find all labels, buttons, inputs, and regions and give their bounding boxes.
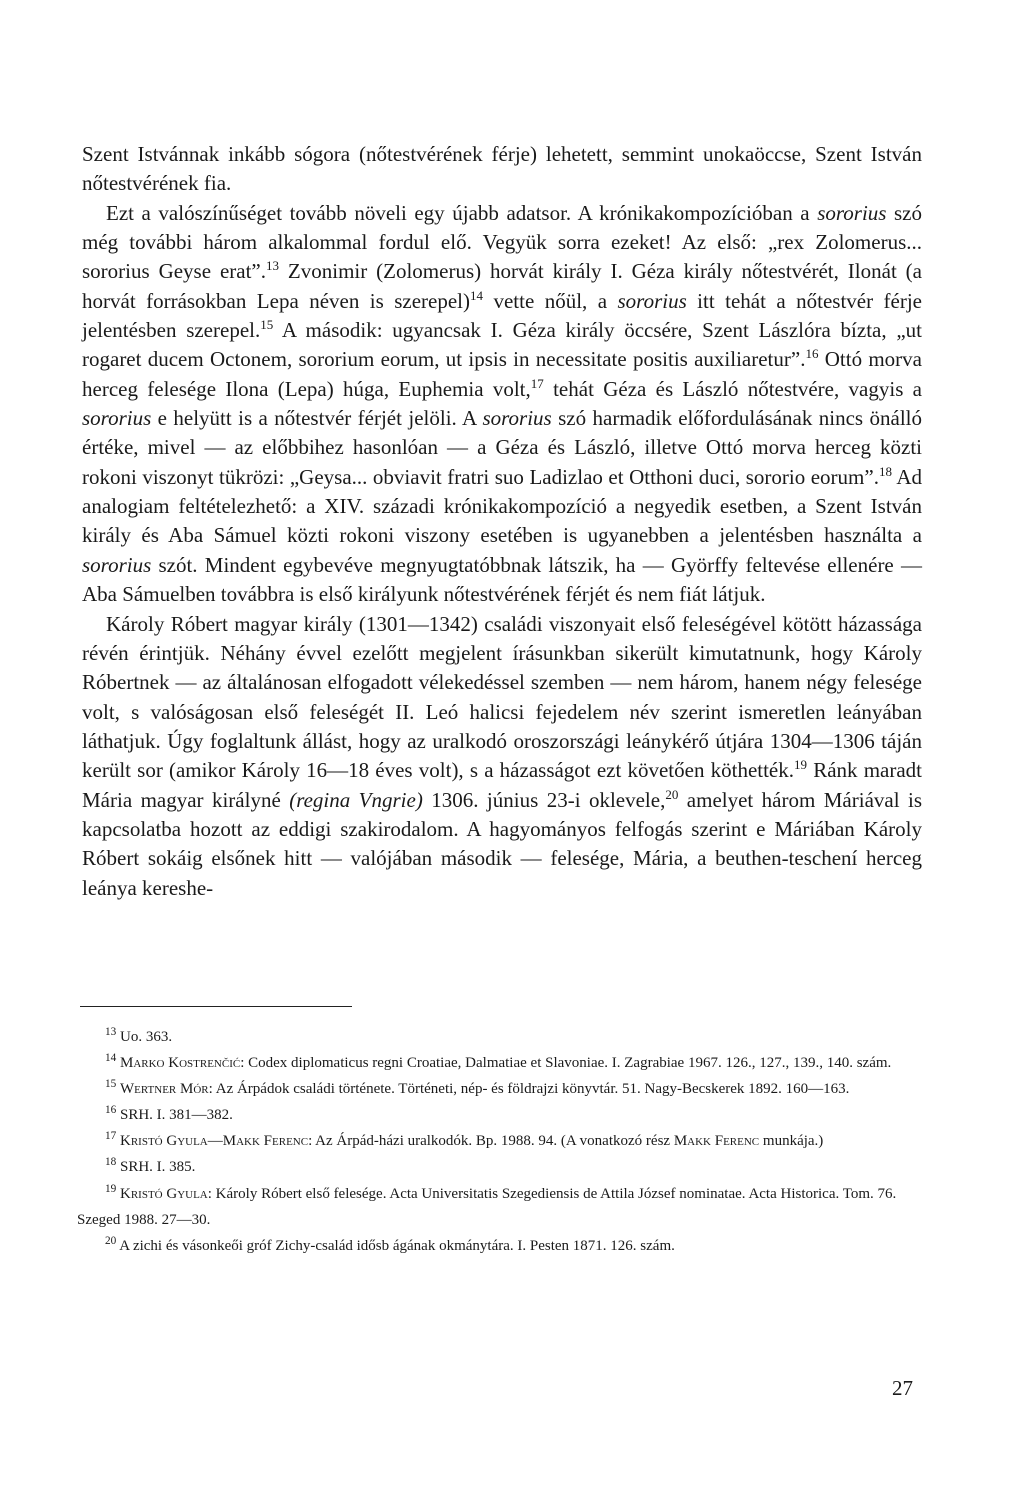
main-text bbox=[82, 140, 922, 903]
paragraph-3: Károly Róbert magyar király (1301—1342) családi viszonyait első feleségével kötött házassága révén érintjük. Néhány évvel ezelőtt megjelent írásunkban sikerült kimutatnunk, hogy Károly Róbertnek — az általánosan elfogadott vélekedéssel szemben — nem három, hanem négy felesége volt, s valóságosan első feleségét II. Leó halicsi fejedelem név szerint ismeretlen leányában láthatjuk. Úgy foglaltunk állást, hogy az uralkodó oroszországi leánykérő útjára 1304—1306 táján került sor (amikor Károly 16—18 éves volt), s a házasságot ezt követően köthették.$^{19}$ Ránk maradt Mária magyar királyné (regina Vngrie) 1306. június 23-i oklevele,$^{20}$ amelyet három Máriával is kapcsolatba hozott az eddigi szakirodalom. A hagyományos felfogás szerint e Máriában Károly Róbert sokáig elsőnek hitt — valójában második — felesége, Mária, a beuthen-teschení herceg leánya kereshe- bbox=[82, 611, 923, 900]
footnote-ref: 14 bbox=[470, 287, 484, 303]
footnote-15: $^{15}$ Wertner Mór: Az Árpádok családi története. Történeti, nép- és földrajzi könyvtár. 51. Nagy-Becskerek 1892. 160—163. bbox=[105, 1078, 850, 1098]
latin-term: sororius bbox=[82, 552, 152, 577]
footnote-18: $^{18}$ SRH. I. 385. bbox=[105, 1156, 196, 1176]
footnote-ref: 18 bbox=[878, 463, 892, 479]
footnote-author: Makk Ferenc bbox=[673, 1133, 760, 1150]
latin-term: sororius bbox=[482, 406, 552, 431]
footnote-14: $^{14}$ Marko Kostrenčić: Codex diplomaticus regni Croatiae, Dalmatiae et Slavoniae. I. Zagrabiae 1967. 126., 127., 139., 140. szám. bbox=[105, 1052, 892, 1072]
paragraph-2: Ezt a valószínűséget tovább növeli egy újabb adatsor. A krónikakompozícióban a sororius szó még további három alkalommal fordul elő. Vegyük sorra ezeket! Az első: „rex Zolomerus... sororius Geyse erat”.$^{13}$ Zvonimir (Zolomerus) horvát király I. Géza király nőtestvérét, Ilonát (a horvát forrásokban Lepa néven is szerepel)$^{14}$ vette nőül, a sororius itt tehát a nőtestvér férje jelentésben szerepel.$^{15}$ A második: ugyancsak I. Géza király öccsére, Szent Lászlóra bízta, „ut rogaret ducem Octonem, sororium eorum, ut ipsis in necessitate positis auxiliaretur”.$^{16}$ Ottó morva herceg felesége Ilona (Lepa) húga, Euphemia volt,$^{17}$ tehát Géza és László nőtestvére, vagyis a sororius e helyütt is a nőtestvér férjét jelöli. A sororius szó harmadik előfordulásának nincs önálló értéke, mivel — az előbbihez hasonlóan — a Géza és László, illetve Ottó morva herceg közti rokoni viszonyt tükrözi: „Geysa... obviavit fratri suo Ladizlao et Otthoni duci, sororio eorum”.$^{18}$ Ad analogiam feltételezhető: a XIV. századi krónikakompozíció a negyedik esetben, a Szent István király és Aba Sámuel közti rokoni viszony esetében is ugyanebben a jelentésben használta a sororius szót. Mindent egybevéve megnyugtatóbbnak látszik, ha — Györffy feltevése ellenére — Aba Sámuelben továbbra is első királyunk nőtestvérének férjét és nem fiát látjuk. bbox=[82, 200, 923, 607]
footnote-20: $^{20}$ A zichi és vásonkeői gróf Zichy-család idősb ágának okmánytára. I. Pesten 1871. 126. szám. bbox=[105, 1234, 675, 1254]
footnote-ref: 13 bbox=[266, 258, 280, 274]
footnote-ref: 17 bbox=[530, 375, 544, 391]
page-number: 27 bbox=[892, 1376, 913, 1400]
footnote-ref: 20 bbox=[665, 786, 679, 802]
footnote-divider bbox=[80, 1006, 352, 1007]
footnote-ref: 15 bbox=[260, 317, 274, 333]
latin-term: (regina Vngrie) bbox=[289, 787, 423, 812]
latin-term: sororius bbox=[82, 406, 152, 431]
footnote-author: Kristó Gyula: bbox=[120, 1185, 212, 1202]
latin-term: sororius bbox=[617, 288, 687, 313]
footnote-17: $^{17}$ Kristó Gyula—Makk Ferenc: Az Árpád-házi uralkodók. Bp. 1988. 94. (A vonatkozó rész Makk Ferenc munkája.) bbox=[105, 1130, 824, 1150]
footnote-author: Marko Kostrenčić: bbox=[120, 1055, 245, 1072]
footnote-author: Wertner Mór: bbox=[120, 1081, 213, 1098]
footnote-16: $^{16}$ SRH. I. 381—382. bbox=[105, 1104, 233, 1124]
footnotes bbox=[77, 1024, 927, 1259]
footnote-ref: 19 bbox=[794, 757, 808, 773]
footnote-19: $^{19}$ Kristó Gyula: Károly Róbert első felesége. Acta Universitatis Szegediensis de Attila József nominatae. Acta Historica. Tom. 76. Szeged 1988. 27—30. bbox=[77, 1182, 897, 1228]
footnote-13: $^{13}$ Uo. 363. bbox=[105, 1026, 173, 1045]
footnote-ref: 16 bbox=[805, 346, 819, 362]
latin-term: sororius bbox=[817, 200, 887, 225]
footnote-author: Kristó Gyula—Makk Ferenc: bbox=[120, 1133, 313, 1150]
paragraph-1: Szent Istvánnak inkább sógora (nőtestvérének férje) lehetett, semmint unokaöccse, Szent István nőtestvérének fia. bbox=[82, 142, 922, 196]
